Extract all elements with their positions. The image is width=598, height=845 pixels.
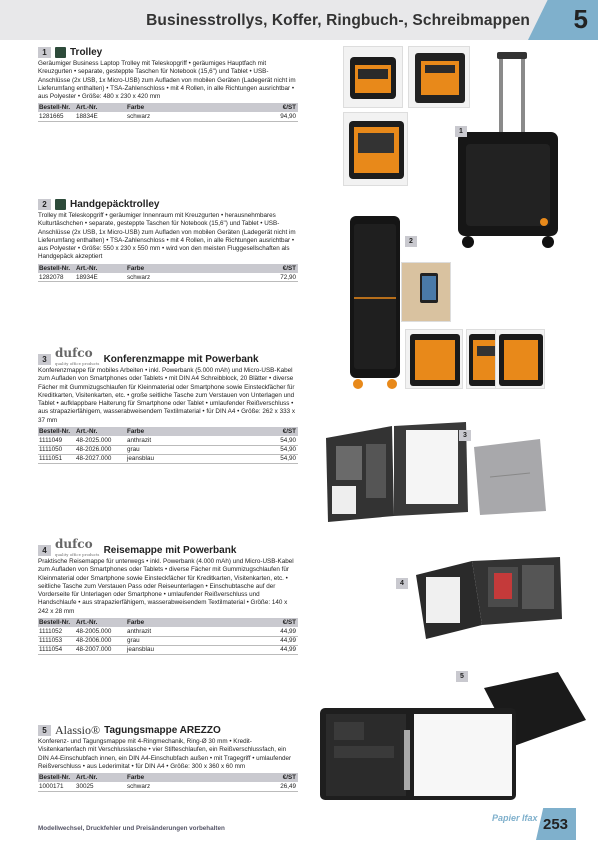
order-number: 1111054 xyxy=(38,645,75,654)
product-title: Reisemappe mit Powerbank xyxy=(103,544,237,556)
trolley-laptop-photo xyxy=(343,112,408,186)
product-number-badge: 3 xyxy=(38,354,51,365)
order-number: 1111049 xyxy=(38,436,75,445)
price: 54,90 xyxy=(229,454,298,463)
article-number: 48-2007.000 xyxy=(75,645,126,654)
col-header: Art.-Nr. xyxy=(75,103,126,112)
price: 44,99 xyxy=(229,636,298,645)
brand-name: dufco xyxy=(55,346,93,360)
konferenzmappe-photo xyxy=(322,420,470,526)
product-number-badge: 1 xyxy=(38,47,51,58)
order-table xyxy=(38,618,298,655)
col-header: Farbe xyxy=(126,427,229,436)
col-header: Bestell-Nr. xyxy=(38,618,75,627)
brand-tagline: quality office products xyxy=(55,553,100,557)
col-header: Bestell-Nr. xyxy=(38,103,75,112)
footer-disclaimer: Modellwechsel, Druckfehler und Preisänderungen vorbehalten xyxy=(38,825,225,832)
color: anthrazit xyxy=(126,436,229,445)
color: schwarz xyxy=(126,782,223,791)
article-number: 30025 xyxy=(75,782,126,791)
product-description: Geräumiger Business Laptop Trolley mit Teleskopgriff • geräumiges Hauptfach mit Kreuzgurten • separate, gesteppte Taschen für Notebook (15,6") und Tablet • USB-Anschlüsse (2x USB, 1x Micro-USB) zum Aufladen von mobilen Geräten (Ladegerät nicht im Lieferumfang enthalten) • TSA-Zahlenschloss • mit 4 Rollen, in alle Richtungen ausrichtbar • aus Polyester • Größe: 480 x 230 x 420 mm xyxy=(38,60,296,101)
product-number-badge: 2 xyxy=(38,199,51,210)
order-table xyxy=(38,427,298,464)
price: 44,99 xyxy=(229,645,298,654)
chapter-number: 5 xyxy=(573,4,588,34)
article-number: 18934E xyxy=(75,273,126,282)
color: schwarz xyxy=(126,273,223,282)
col-header: Farbe xyxy=(126,618,229,627)
table-row xyxy=(38,112,298,121)
publisher-logo: Papier Ifax xyxy=(492,813,538,823)
brand-logo-icon xyxy=(55,199,66,210)
price: 26,49 xyxy=(223,782,298,791)
product-description: Trolley mit Teleskopgriff • geräumiger Innenraum mit Kreuzgurten • herausnehmbares Kulturtäschchen • separate, gesteppte Taschen für Notebook (15,6") und Tablet • USB-Anschlüsse (2x USB, 1x Micro-USB) zum Aufladen von mobilen Geräten (Ladegerät nicht im Lieferumfang enthalten) • TSA-Zahlenschloss • mit 4 Rollen, in alle Richtungen ausrichtbar • aus Polyester • Größe: 550 x 230 x 550 mm • wird von den meisten Fluggesellschaften als Handgepäck akzeptiert xyxy=(38,212,296,261)
col-header: Farbe xyxy=(126,773,223,782)
order-number: 1000171 xyxy=(38,782,75,791)
col-header: €/ST xyxy=(223,103,298,112)
table-row xyxy=(38,445,298,454)
price: 94,90 xyxy=(223,112,298,121)
brand-tagline: quality office products xyxy=(55,362,100,366)
page-title: Businesstrollys, Koffer, Ringbuch-, Schreibmappen xyxy=(146,12,530,29)
handgepaeck-open-photo-3 xyxy=(495,329,545,389)
image-label-2: 2 xyxy=(405,236,417,247)
col-header: Bestell-Nr. xyxy=(38,773,75,782)
col-header: Bestell-Nr. xyxy=(38,427,75,436)
smartphone-usb-photo xyxy=(401,262,451,322)
product-title: Handgepäcktrolley xyxy=(70,198,160,210)
order-number: 1111052 xyxy=(38,627,75,636)
konferenzmappe-grey-photo xyxy=(470,437,550,517)
color: grau xyxy=(126,636,229,645)
table-row xyxy=(38,636,298,645)
col-header: Bestell-Nr. xyxy=(38,264,75,273)
product-description: Konferenzmappe für mobiles Arbeiten • inkl. Powerbank (5.000 mAh) und Micro-USB-Kabel zum Aufladen von Smartphones oder Tablets • mit DIN A4 Schreibblock, 20 Blätter • diverse Fächer mit Gummizugschlaufen für Kleinmaterial oder Smartphone sowie Einsteckfächer für Kreditkarten, Visitenkarten, etc. • große seitliche Tasche zum Verstauen von Unterlagen und Tablet • aufklappbare Halterung für Smartphone oder Tablet • umlaufender Reißverschluss • aus strapazierfähigem, wasserabweisendem Textilmaterial • für DIN A4 • Größe: 262 x 333 x 37 mm xyxy=(38,367,295,424)
col-header: €/ST xyxy=(223,773,298,782)
arezzo-folder-photo xyxy=(318,670,588,800)
product-number-badge: 4 xyxy=(38,545,51,556)
reisemappe-photo xyxy=(410,555,568,643)
order-number: 1111050 xyxy=(38,445,75,454)
product-2 xyxy=(38,197,298,282)
col-header: Art.-Nr. xyxy=(75,264,126,273)
product-description: Konferenz- und Tagungsmappe mit 4-Ringmechanik, Ring-Ø 30 mm • Kredit-Visitenkartenfach mit Verschlusslasche • vier Stifteschlaufen, ein Reißverschlussfach, ein DIN A4-Einschubfach innen, ein DIN A4-Einschubfach außen • mit Tragegriff • umlaufender Reißverschluss • aus Lederimitat • für DIN A4 • Größe: 300 x 360 x 60 mm xyxy=(38,738,292,770)
order-number: 1282078 xyxy=(38,273,75,282)
handgepaeck-open-photo-1 xyxy=(405,329,463,389)
order-table xyxy=(38,264,298,283)
product-number-badge: 5 xyxy=(38,725,51,736)
price: 44,99 xyxy=(229,627,298,636)
brand-name: dufco xyxy=(55,537,93,551)
image-label-1: 1 xyxy=(455,126,467,137)
table-row xyxy=(38,782,298,791)
article-number: 48-2005.000 xyxy=(75,627,126,636)
color: anthrazit xyxy=(126,627,229,636)
handgepaeck-trolley-photo xyxy=(346,198,408,394)
color: jeansblau xyxy=(126,454,229,463)
product-1 xyxy=(38,45,298,122)
order-number: 1111051 xyxy=(38,454,75,463)
price: 72,90 xyxy=(223,273,298,282)
image-label-4: 4 xyxy=(396,578,408,589)
product-title: Trolley xyxy=(70,46,103,58)
trolley-open-photo xyxy=(343,46,403,108)
alassio-logo: Alassio® xyxy=(55,722,101,737)
product-3 xyxy=(38,346,298,464)
price: 54,90 xyxy=(229,445,298,454)
article-number: 18834E xyxy=(75,112,126,121)
order-number: 1281665 xyxy=(38,112,75,121)
col-header: Art.-Nr. xyxy=(75,618,126,627)
col-header: Farbe xyxy=(126,264,223,273)
color: grau xyxy=(126,445,229,454)
col-header: Art.-Nr. xyxy=(75,773,126,782)
color: jeansblau xyxy=(126,645,229,654)
color: schwarz xyxy=(126,112,223,121)
product-5 xyxy=(38,723,298,792)
table-row xyxy=(38,454,298,463)
col-header: Farbe xyxy=(126,103,223,112)
table-row xyxy=(38,436,298,445)
order-number: 1111053 xyxy=(38,636,75,645)
col-header: Art.-Nr. xyxy=(75,427,126,436)
col-header: €/ST xyxy=(223,264,298,273)
article-number: 48-2025.000 xyxy=(75,436,126,445)
image-label-3: 3 xyxy=(459,430,471,441)
col-header: €/ST xyxy=(229,427,298,436)
trolley-main-photo xyxy=(452,52,564,250)
table-row xyxy=(38,627,298,636)
order-table xyxy=(38,773,298,792)
product-title: Konferenzmappe mit Powerbank xyxy=(103,353,259,365)
table-row xyxy=(38,645,298,654)
article-number: 48-2006.000 xyxy=(75,636,126,645)
page-number: 253 xyxy=(543,816,569,833)
table-row xyxy=(38,273,298,282)
article-number: 48-2027.000 xyxy=(75,454,126,463)
product-description: Praktische Reisemappe für unterwegs • inkl. Powerbank (4.000 mAh) und Micro-USB-Kabel zum Aufladen von Smartphones oder Tablets • diverse Fächer mit Gummizugschlaufen für Kleinmaterial oder Smartphone sowie Einsteckfächer für Kreditkarten, Visitenkarten, etc. • seitliche Tasche zum Verstauen Pass oder Reiseunterlagen • Einschubtasche auf der Vorderseite für Unterlagen oder Smartphone • umlaufender Reißverschluss und Handschlaufe • aus strapazierfähigem, wasserabweisendem Textilmaterial • Größe: 140 x 242 x 28 mm xyxy=(38,558,294,615)
col-header: €/ST xyxy=(229,618,298,627)
product-4 xyxy=(38,537,298,655)
product-title: Tagungsmappe AREZZO xyxy=(104,724,221,736)
image-label-5: 5 xyxy=(456,671,468,682)
order-table xyxy=(38,103,298,122)
article-number: 48-2026.000 xyxy=(75,445,126,454)
brand-logo-icon xyxy=(55,47,66,58)
price: 54,90 xyxy=(229,436,298,445)
